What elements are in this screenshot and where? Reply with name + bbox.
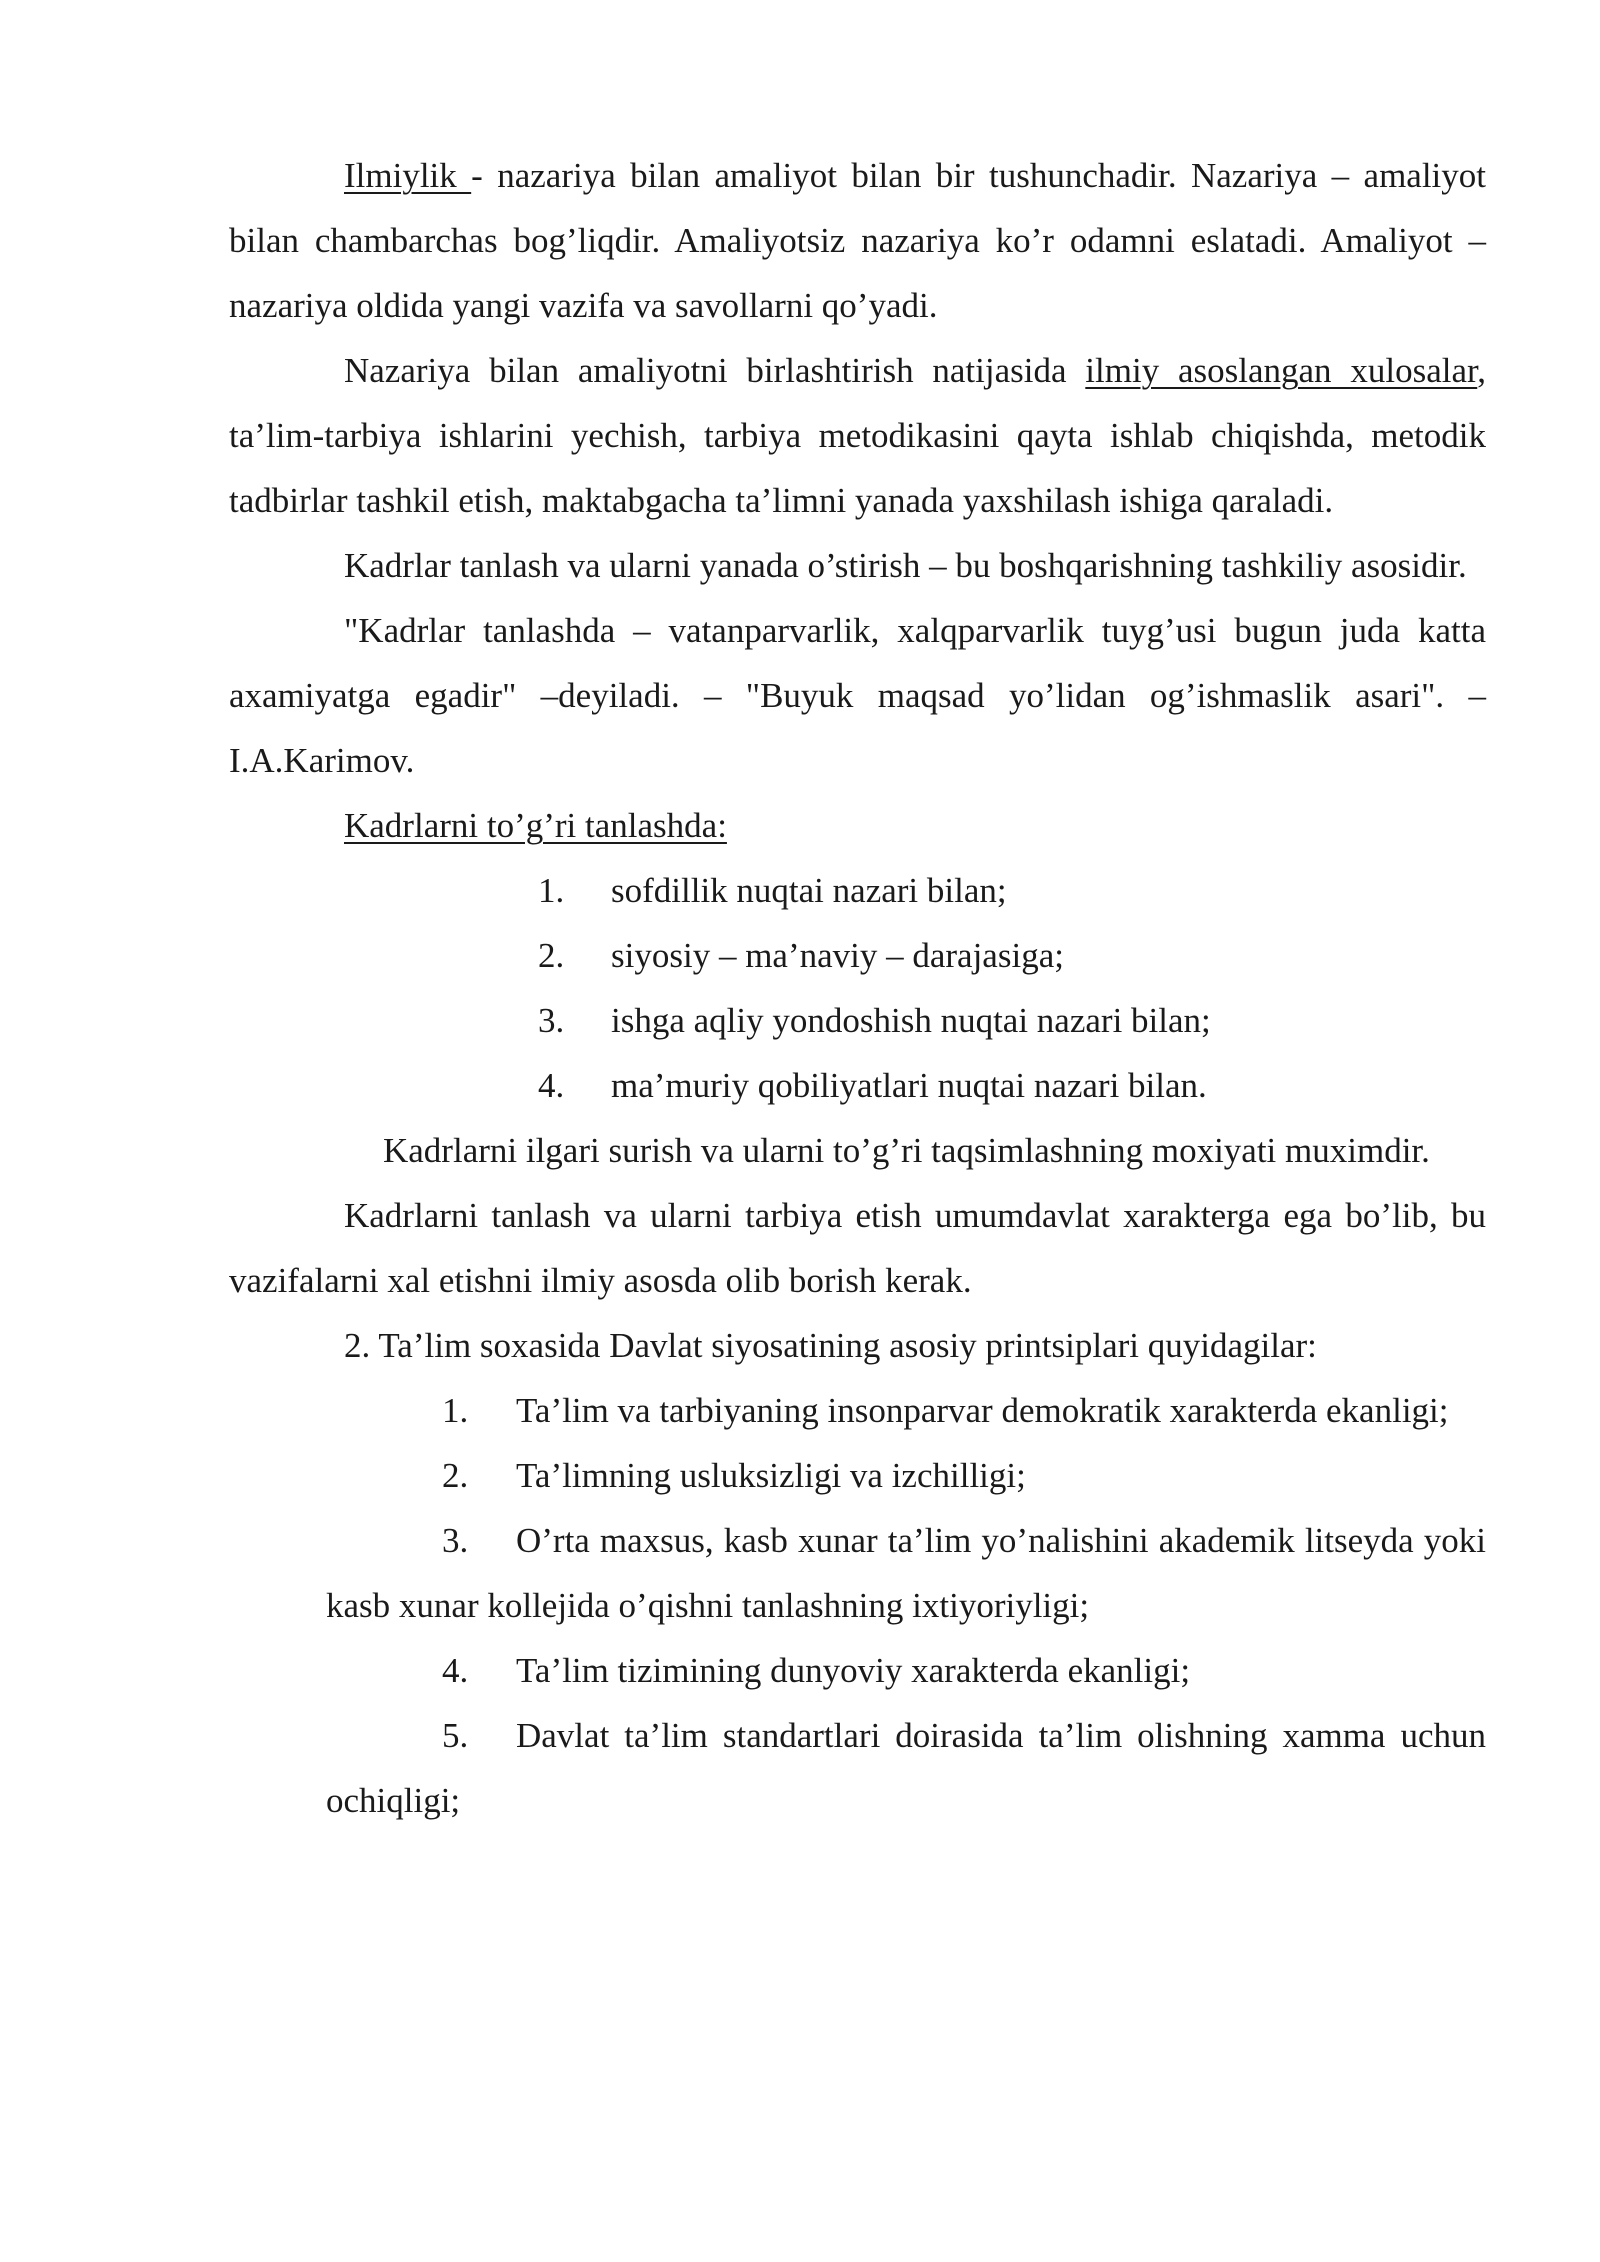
list-item-number: 3. [442, 1521, 469, 1560]
principles-list [326, 1378, 1486, 1833]
list-item-text: Ta’limning usluksizligi va izchilligi; [516, 1456, 1026, 1495]
list-item-number: 1. [538, 871, 565, 910]
list-item-text: sofdillik nuqtai nazari bilan; [611, 871, 1007, 910]
list-heading [229, 793, 1486, 858]
list-item-text: ma’muriy qobiliyatlari nuqtai nazari bilan. [611, 1066, 1207, 1105]
term-ilmiy-asoslangan: ilmiy asoslangan xulosalar [1085, 351, 1478, 390]
list-item-number: 4. [442, 1651, 469, 1690]
list-item [326, 1443, 1486, 1508]
document-body [229, 143, 1486, 1833]
paragraph-quote: "Kadrlar tanlashda – vatanparvarlik, xalqparvarlik tuyg’usi bugun juda katta axamiyatga egadir" –deyiladi. – "Buyuk maqsad yo’lidan og’ishmaslik asari". – I.A.Karimov. [229, 611, 1486, 780]
list-item-text: O’rta maxsus, kasb xunar ta’lim yo’nalishini akademik litseyda yoki kasb xunar kollejida o’qishni tanlashning ixtiyoriyligi; [326, 1521, 1486, 1625]
list-item-text: Ta’lim tizimining dunyoviy xarakterda ekanligi; [516, 1651, 1191, 1690]
term-ilmiylik: Ilmiylik [344, 156, 472, 195]
paragraph-nazariya [229, 338, 1486, 533]
list-item [229, 923, 1486, 988]
list-item [229, 1053, 1486, 1118]
paragraph-kadrlar-tarbiya: Kadrlarni tanlash va ularni tarbiya etish umumdavlat xarakterga ega bo’lib, bu vazifalarni xal etishni ilmiy asosda olib borish kerak. [229, 1196, 1486, 1300]
list-item [326, 1378, 1486, 1443]
list-item [326, 1638, 1486, 1703]
list-item [326, 1703, 1486, 1833]
list-item-text: Davlat ta’lim standartlari doirasida ta’lim olishning xamma uchun ochiqligi; [326, 1716, 1486, 1820]
list-item-number: 2. [442, 1456, 469, 1495]
paragraph-nazariya-start: Nazariya bilan amaliyotni birlashtirish natijasida [344, 351, 1086, 390]
paragraph-ilmiylik-text: - nazariya bilan amaliyot bilan bir tushunchadir. Nazariya – amaliyot bilan chambarchas bog’liqdir. Amaliyotsiz nazariya ko’r odamni eslatadi. Amaliyot – nazariya oldida yangi vazifa va savollarni qo’yadi. [229, 156, 1487, 325]
list-item-number: 3. [538, 1001, 565, 1040]
paragraph-ilmiylik [229, 143, 1486, 338]
list-item-number: 4. [538, 1066, 565, 1105]
list-heading-text: Kadrlarni to’g’ri tanlashda: [344, 806, 727, 845]
list-item-number: 1. [442, 1391, 469, 1430]
paragraph-nazariya-text: , ta’lim-tarbiya ishlarini yechish, tarbiya metodikasini qayta ishlab chiqishda, metodik tadbirlar tashkil etish, maktabgacha ta’limni yanada yaxshilash ishiga qaraladi. [229, 351, 1487, 520]
list-item-text: siyosiy – ma’naviy – darajasiga; [611, 936, 1064, 975]
list-item-number: 2. [538, 936, 565, 975]
paragraph-principles-heading: 2. Ta’lim soxasida Davlat siyosatining asosiy printsiplari quyidagilar: [344, 1326, 1317, 1365]
list-item-number: 5. [442, 1716, 469, 1755]
criteria-list [229, 858, 1486, 1118]
list-item [229, 988, 1486, 1053]
list-item-text: ishga aqliy yondoshish nuqtai nazari bilan; [611, 1001, 1211, 1040]
paragraph-kadrlar-ilgari: Kadrlarni ilgari surish va ularni to’g’ri taqsimlashning moxiyati muximdir. [383, 1131, 1430, 1170]
list-item-text: Ta’lim va tarbiyaning insonparvar demokratik xarakterda ekanligi; [516, 1391, 1449, 1430]
list-item [326, 1508, 1486, 1638]
paragraph-kadrlar-tanlash: Kadrlar tanlash va ularni yanada o’stirish – bu boshqarishning tashkiliy asosidir. [344, 546, 1467, 585]
list-item [229, 858, 1486, 923]
